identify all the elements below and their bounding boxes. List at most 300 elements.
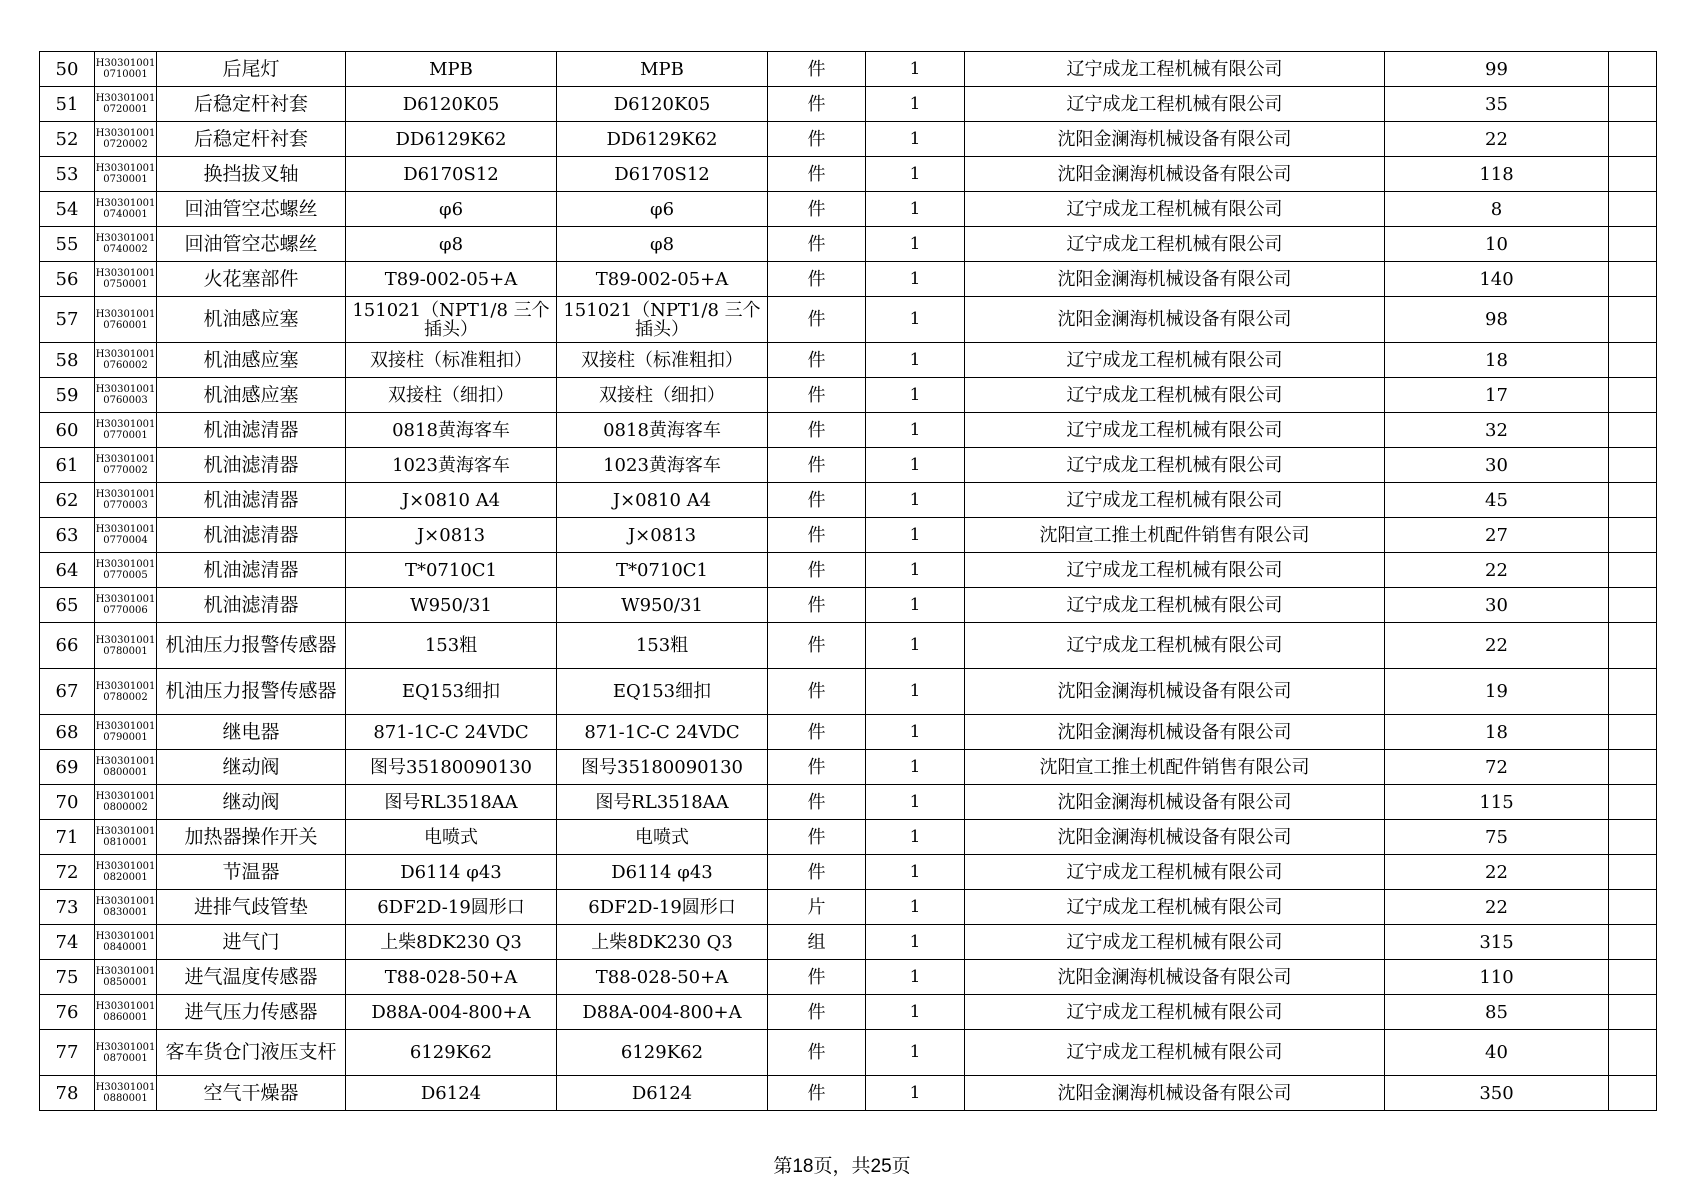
table-row (40, 1076, 1657, 1111)
note-cell (1609, 750, 1657, 785)
unit-price-cell: 315 (1385, 925, 1609, 960)
spec-cell: EQ153细扣 (346, 669, 557, 715)
model-cell: 双接柱（细扣） (557, 378, 768, 413)
spec-cell: T89-002-05+A (346, 262, 557, 297)
note-cell (1609, 785, 1657, 820)
row-number-cell: 72 (40, 855, 95, 890)
part-name-cell: 机油滤清器 (157, 448, 346, 483)
part-name-cell: 进气温度传感器 (157, 960, 346, 995)
model-cell: 图号35180090130 (557, 750, 768, 785)
note-cell (1609, 297, 1657, 343)
quantity-cell: 1 (866, 122, 965, 157)
part-name-cell: 进气门 (157, 925, 346, 960)
model-cell: EQ153细扣 (557, 669, 768, 715)
spec-cell: W950/31 (346, 588, 557, 623)
quantity-cell: 1 (866, 378, 965, 413)
part-name-cell: 机油感应塞 (157, 343, 346, 378)
note-cell (1609, 413, 1657, 448)
note-cell (1609, 52, 1657, 87)
supplier-cell: 辽宁成龙工程机械有限公司 (965, 192, 1385, 227)
unit-price-cell: 10 (1385, 227, 1609, 262)
quantity-cell: 1 (866, 669, 965, 715)
model-cell: 6DF2D-19圆形口 (557, 890, 768, 925)
unit-cell: 件 (768, 715, 866, 750)
supplier-cell: 沈阳金澜海机械设备有限公司 (965, 122, 1385, 157)
model-cell: D6120K05 (557, 87, 768, 122)
unit-price-cell: 99 (1385, 52, 1609, 87)
material-code-cell: H30301001 0720001 (95, 87, 157, 122)
table-row (40, 750, 1657, 785)
supplier-cell: 沈阳宣工推土机配件销售有限公司 (965, 518, 1385, 553)
table-row (40, 52, 1657, 87)
table-row (40, 855, 1657, 890)
unit-price-cell: 30 (1385, 588, 1609, 623)
row-number-cell: 56 (40, 262, 95, 297)
material-code-cell: H30301001 0860001 (95, 995, 157, 1030)
supplier-cell: 辽宁成龙工程机械有限公司 (965, 87, 1385, 122)
row-number-cell: 65 (40, 588, 95, 623)
row-number-cell: 61 (40, 448, 95, 483)
parts-table (39, 51, 1657, 1111)
row-number-cell: 73 (40, 890, 95, 925)
supplier-cell: 沈阳金澜海机械设备有限公司 (965, 669, 1385, 715)
quantity-cell: 1 (866, 157, 965, 192)
spec-cell: D6120K05 (346, 87, 557, 122)
unit-cell: 件 (768, 588, 866, 623)
table-row (40, 122, 1657, 157)
supplier-cell: 辽宁成龙工程机械有限公司 (965, 448, 1385, 483)
model-cell: D88A-004-800+A (557, 995, 768, 1030)
quantity-cell: 1 (866, 960, 965, 995)
row-number-cell: 52 (40, 122, 95, 157)
row-number-cell: 78 (40, 1076, 95, 1111)
spec-cell: D6170S12 (346, 157, 557, 192)
unit-cell: 片 (768, 890, 866, 925)
table-row (40, 715, 1657, 750)
unit-cell: 件 (768, 227, 866, 262)
row-number-cell: 60 (40, 413, 95, 448)
unit-price-cell: 75 (1385, 820, 1609, 855)
supplier-cell: 辽宁成龙工程机械有限公司 (965, 925, 1385, 960)
material-code-cell: H30301001 0770005 (95, 553, 157, 588)
quantity-cell: 1 (866, 553, 965, 588)
part-name-cell: 机油感应塞 (157, 378, 346, 413)
note-cell (1609, 192, 1657, 227)
part-name-cell: 节温器 (157, 855, 346, 890)
spec-cell: 6129K62 (346, 1030, 557, 1076)
row-number-cell: 51 (40, 87, 95, 122)
unit-price-cell: 140 (1385, 262, 1609, 297)
spec-cell: 双接柱（标准粗扣） (346, 343, 557, 378)
spec-cell: 6DF2D-19圆形口 (346, 890, 557, 925)
note-cell (1609, 890, 1657, 925)
part-name-cell: 后尾灯 (157, 52, 346, 87)
model-cell: 151021（NPT1/8 三个插头） (557, 297, 768, 343)
supplier-cell: 沈阳金澜海机械设备有限公司 (965, 785, 1385, 820)
note-cell (1609, 157, 1657, 192)
quantity-cell: 1 (866, 750, 965, 785)
model-cell: W950/31 (557, 588, 768, 623)
table-row (40, 890, 1657, 925)
note-cell (1609, 378, 1657, 413)
material-code-cell: H30301001 0870001 (95, 1030, 157, 1076)
supplier-cell: 辽宁成龙工程机械有限公司 (965, 890, 1385, 925)
material-code-cell: H30301001 0770003 (95, 483, 157, 518)
table-row (40, 483, 1657, 518)
unit-cell: 件 (768, 262, 866, 297)
unit-price-cell: 22 (1385, 855, 1609, 890)
model-cell: T89-002-05+A (557, 262, 768, 297)
material-code-cell: H30301001 0800002 (95, 785, 157, 820)
table-row (40, 518, 1657, 553)
unit-cell: 件 (768, 1076, 866, 1111)
unit-cell: 件 (768, 413, 866, 448)
spec-cell: 153粗 (346, 623, 557, 669)
supplier-cell: 沈阳金澜海机械设备有限公司 (965, 715, 1385, 750)
note-cell (1609, 855, 1657, 890)
quantity-cell: 1 (866, 227, 965, 262)
material-code-cell: H30301001 0760003 (95, 378, 157, 413)
unit-price-cell: 18 (1385, 343, 1609, 378)
quantity-cell: 1 (866, 297, 965, 343)
unit-cell: 件 (768, 995, 866, 1030)
spec-cell: 图号35180090130 (346, 750, 557, 785)
part-name-cell: 客车货仓门液压支杆 (157, 1030, 346, 1076)
note-cell (1609, 262, 1657, 297)
material-code-cell: H30301001 0780001 (95, 623, 157, 669)
unit-price-cell: 19 (1385, 669, 1609, 715)
model-cell: 871-1C-C 24VDC (557, 715, 768, 750)
model-cell: 1023黄海客车 (557, 448, 768, 483)
model-cell: 6129K62 (557, 1030, 768, 1076)
table-row (40, 227, 1657, 262)
note-cell (1609, 925, 1657, 960)
part-name-cell: 继电器 (157, 715, 346, 750)
model-cell: DD6129K62 (557, 122, 768, 157)
model-cell: MPB (557, 52, 768, 87)
model-cell: D6124 (557, 1076, 768, 1111)
spec-cell: DD6129K62 (346, 122, 557, 157)
part-name-cell: 后稳定杆衬套 (157, 122, 346, 157)
unit-price-cell: 27 (1385, 518, 1609, 553)
unit-price-cell: 45 (1385, 483, 1609, 518)
table-row (40, 669, 1657, 715)
row-number-cell: 74 (40, 925, 95, 960)
quantity-cell: 1 (866, 820, 965, 855)
row-number-cell: 57 (40, 297, 95, 343)
row-number-cell: 68 (40, 715, 95, 750)
material-code-cell: H30301001 0840001 (95, 925, 157, 960)
table-row (40, 262, 1657, 297)
unit-cell: 件 (768, 157, 866, 192)
material-code-cell: H30301001 0760002 (95, 343, 157, 378)
material-code-cell: H30301001 0830001 (95, 890, 157, 925)
supplier-cell: 沈阳金澜海机械设备有限公司 (965, 262, 1385, 297)
part-name-cell: 火花塞部件 (157, 262, 346, 297)
spec-cell: MPB (346, 52, 557, 87)
part-name-cell: 机油滤清器 (157, 553, 346, 588)
part-name-cell: 进气压力传感器 (157, 995, 346, 1030)
model-cell: φ8 (557, 227, 768, 262)
unit-price-cell: 85 (1385, 995, 1609, 1030)
quantity-cell: 1 (866, 448, 965, 483)
note-cell (1609, 122, 1657, 157)
note-cell (1609, 820, 1657, 855)
quantity-cell: 1 (866, 623, 965, 669)
unit-cell: 件 (768, 960, 866, 995)
unit-cell: 件 (768, 448, 866, 483)
quantity-cell: 1 (866, 343, 965, 378)
model-cell: φ6 (557, 192, 768, 227)
supplier-cell: 辽宁成龙工程机械有限公司 (965, 553, 1385, 588)
note-cell (1609, 483, 1657, 518)
quantity-cell: 1 (866, 192, 965, 227)
model-cell: D6170S12 (557, 157, 768, 192)
unit-cell: 件 (768, 87, 866, 122)
row-number-cell: 55 (40, 227, 95, 262)
row-number-cell: 62 (40, 483, 95, 518)
note-cell (1609, 518, 1657, 553)
material-code-cell: H30301001 0770004 (95, 518, 157, 553)
part-name-cell: 机油压力报警传感器 (157, 669, 346, 715)
note-cell (1609, 343, 1657, 378)
table-row (40, 588, 1657, 623)
unit-cell: 件 (768, 820, 866, 855)
model-cell: 0818黄海客车 (557, 413, 768, 448)
unit-price-cell: 30 (1385, 448, 1609, 483)
quantity-cell: 1 (866, 1076, 965, 1111)
supplier-cell: 辽宁成龙工程机械有限公司 (965, 378, 1385, 413)
note-cell (1609, 87, 1657, 122)
unit-price-cell: 72 (1385, 750, 1609, 785)
unit-price-cell: 35 (1385, 87, 1609, 122)
spec-cell: 图号RL3518AA (346, 785, 557, 820)
footer-middle: 页，共 (813, 1155, 871, 1177)
quantity-cell: 1 (866, 483, 965, 518)
table-row (40, 1030, 1657, 1076)
material-code-cell: H30301001 0740001 (95, 192, 157, 227)
material-code-cell: H30301001 0720002 (95, 122, 157, 157)
spec-cell: T*0710C1 (346, 553, 557, 588)
part-name-cell: 后稳定杆衬套 (157, 87, 346, 122)
model-cell: 上柴8DK230 Q3 (557, 925, 768, 960)
unit-price-cell: 22 (1385, 890, 1609, 925)
material-code-cell: H30301001 0770006 (95, 588, 157, 623)
row-number-cell: 63 (40, 518, 95, 553)
spec-cell: D6114 φ43 (346, 855, 557, 890)
spec-cell: 双接柱（细扣） (346, 378, 557, 413)
material-code-cell: H30301001 0770001 (95, 413, 157, 448)
unit-price-cell: 17 (1385, 378, 1609, 413)
note-cell (1609, 960, 1657, 995)
supplier-cell: 辽宁成龙工程机械有限公司 (965, 483, 1385, 518)
unit-price-cell: 118 (1385, 157, 1609, 192)
part-name-cell: 机油滤清器 (157, 588, 346, 623)
table-row (40, 553, 1657, 588)
footer-page-number: 18 (792, 1156, 814, 1177)
part-name-cell: 回油管空芯螺丝 (157, 192, 346, 227)
part-name-cell: 换挡拔叉轴 (157, 157, 346, 192)
material-code-cell: H30301001 0740002 (95, 227, 157, 262)
quantity-cell: 1 (866, 518, 965, 553)
table-row (40, 448, 1657, 483)
spec-cell: 871-1C-C 24VDC (346, 715, 557, 750)
spec-cell: J×0813 (346, 518, 557, 553)
unit-cell: 件 (768, 52, 866, 87)
model-cell: 双接柱（标准粗扣） (557, 343, 768, 378)
material-code-cell: H30301001 0760001 (95, 297, 157, 343)
page-footer (0, 1151, 1684, 1178)
unit-price-cell: 22 (1385, 553, 1609, 588)
part-name-cell: 回油管空芯螺丝 (157, 227, 346, 262)
note-cell (1609, 1076, 1657, 1111)
unit-cell: 件 (768, 623, 866, 669)
part-name-cell: 机油滤清器 (157, 518, 346, 553)
quantity-cell: 1 (866, 413, 965, 448)
quantity-cell: 1 (866, 785, 965, 820)
table-row (40, 820, 1657, 855)
quantity-cell: 1 (866, 855, 965, 890)
row-number-cell: 67 (40, 669, 95, 715)
unit-price-cell: 110 (1385, 960, 1609, 995)
unit-cell: 件 (768, 518, 866, 553)
table-row (40, 413, 1657, 448)
material-code-cell: H30301001 0790001 (95, 715, 157, 750)
unit-price-cell: 98 (1385, 297, 1609, 343)
row-number-cell: 70 (40, 785, 95, 820)
unit-cell: 件 (768, 483, 866, 518)
spec-cell: 151021（NPT1/8 三个插头） (346, 297, 557, 343)
quantity-cell: 1 (866, 1030, 965, 1076)
table-row (40, 995, 1657, 1030)
unit-price-cell: 18 (1385, 715, 1609, 750)
row-number-cell: 59 (40, 378, 95, 413)
unit-cell: 件 (768, 192, 866, 227)
note-cell (1609, 553, 1657, 588)
spec-cell: 1023黄海客车 (346, 448, 557, 483)
unit-price-cell: 350 (1385, 1076, 1609, 1111)
supplier-cell: 沈阳金澜海机械设备有限公司 (965, 820, 1385, 855)
table-row (40, 157, 1657, 192)
table-row (40, 623, 1657, 669)
spec-cell: 电喷式 (346, 820, 557, 855)
quantity-cell: 1 (866, 925, 965, 960)
quantity-cell: 1 (866, 890, 965, 925)
unit-cell: 件 (768, 855, 866, 890)
unit-cell: 件 (768, 1030, 866, 1076)
quantity-cell: 1 (866, 262, 965, 297)
unit-cell: 件 (768, 122, 866, 157)
supplier-cell: 沈阳金澜海机械设备有限公司 (965, 960, 1385, 995)
unit-cell: 组 (768, 925, 866, 960)
model-cell: 图号RL3518AA (557, 785, 768, 820)
table-row (40, 378, 1657, 413)
note-cell (1609, 715, 1657, 750)
material-code-cell: H30301001 0810001 (95, 820, 157, 855)
table-row (40, 297, 1657, 343)
row-number-cell: 58 (40, 343, 95, 378)
spec-cell: 上柴8DK230 Q3 (346, 925, 557, 960)
model-cell: J×0813 (557, 518, 768, 553)
quantity-cell: 1 (866, 995, 965, 1030)
unit-cell: 件 (768, 343, 866, 378)
supplier-cell: 沈阳宣工推土机配件销售有限公司 (965, 750, 1385, 785)
unit-cell: 件 (768, 669, 866, 715)
unit-cell: 件 (768, 378, 866, 413)
supplier-cell: 辽宁成龙工程机械有限公司 (965, 855, 1385, 890)
part-name-cell: 继动阀 (157, 750, 346, 785)
row-number-cell: 71 (40, 820, 95, 855)
supplier-cell: 沈阳金澜海机械设备有限公司 (965, 157, 1385, 192)
supplier-cell: 辽宁成龙工程机械有限公司 (965, 623, 1385, 669)
supplier-cell: 沈阳金澜海机械设备有限公司 (965, 1076, 1385, 1111)
material-code-cell: H30301001 0800001 (95, 750, 157, 785)
material-code-cell: H30301001 0770002 (95, 448, 157, 483)
quantity-cell: 1 (866, 87, 965, 122)
spec-cell: D88A-004-800+A (346, 995, 557, 1030)
spec-cell: D6124 (346, 1076, 557, 1111)
part-name-cell: 进排气歧管垫 (157, 890, 346, 925)
table-row (40, 925, 1657, 960)
table-row (40, 343, 1657, 378)
part-name-cell: 继动阀 (157, 785, 346, 820)
quantity-cell: 1 (866, 588, 965, 623)
unit-price-cell: 8 (1385, 192, 1609, 227)
row-number-cell: 75 (40, 960, 95, 995)
model-cell: 153粗 (557, 623, 768, 669)
material-code-cell: H30301001 0730001 (95, 157, 157, 192)
material-code-cell: H30301001 0780002 (95, 669, 157, 715)
footer-suffix: 页 (891, 1155, 911, 1177)
row-number-cell: 66 (40, 623, 95, 669)
unit-price-cell: 22 (1385, 623, 1609, 669)
spec-cell: T88-028-50+A (346, 960, 557, 995)
supplier-cell: 辽宁成龙工程机械有限公司 (965, 227, 1385, 262)
unit-price-cell: 115 (1385, 785, 1609, 820)
table-row (40, 785, 1657, 820)
material-code-cell: H30301001 0820001 (95, 855, 157, 890)
model-cell: 电喷式 (557, 820, 768, 855)
spec-cell: φ6 (346, 192, 557, 227)
model-cell: D6114 φ43 (557, 855, 768, 890)
note-cell (1609, 623, 1657, 669)
unit-cell: 件 (768, 297, 866, 343)
material-code-cell: H30301001 0750001 (95, 262, 157, 297)
table-row (40, 87, 1657, 122)
unit-cell: 件 (768, 553, 866, 588)
row-number-cell: 53 (40, 157, 95, 192)
note-cell (1609, 995, 1657, 1030)
supplier-cell: 辽宁成龙工程机械有限公司 (965, 52, 1385, 87)
supplier-cell: 辽宁成龙工程机械有限公司 (965, 1030, 1385, 1076)
supplier-cell: 辽宁成龙工程机械有限公司 (965, 413, 1385, 448)
footer-total-pages: 25 (870, 1156, 892, 1177)
note-cell (1609, 448, 1657, 483)
part-name-cell: 机油滤清器 (157, 413, 346, 448)
note-cell (1609, 227, 1657, 262)
material-code-cell: H30301001 0850001 (95, 960, 157, 995)
part-name-cell: 机油感应塞 (157, 297, 346, 343)
spec-cell: φ8 (346, 227, 557, 262)
part-name-cell: 机油压力报警传感器 (157, 623, 346, 669)
material-code-cell: H30301001 0710001 (95, 52, 157, 87)
supplier-cell: 辽宁成龙工程机械有限公司 (965, 343, 1385, 378)
part-name-cell: 加热器操作开关 (157, 820, 346, 855)
spec-cell: J×0810 A4 (346, 483, 557, 518)
unit-cell: 件 (768, 750, 866, 785)
row-number-cell: 69 (40, 750, 95, 785)
quantity-cell: 1 (866, 52, 965, 87)
